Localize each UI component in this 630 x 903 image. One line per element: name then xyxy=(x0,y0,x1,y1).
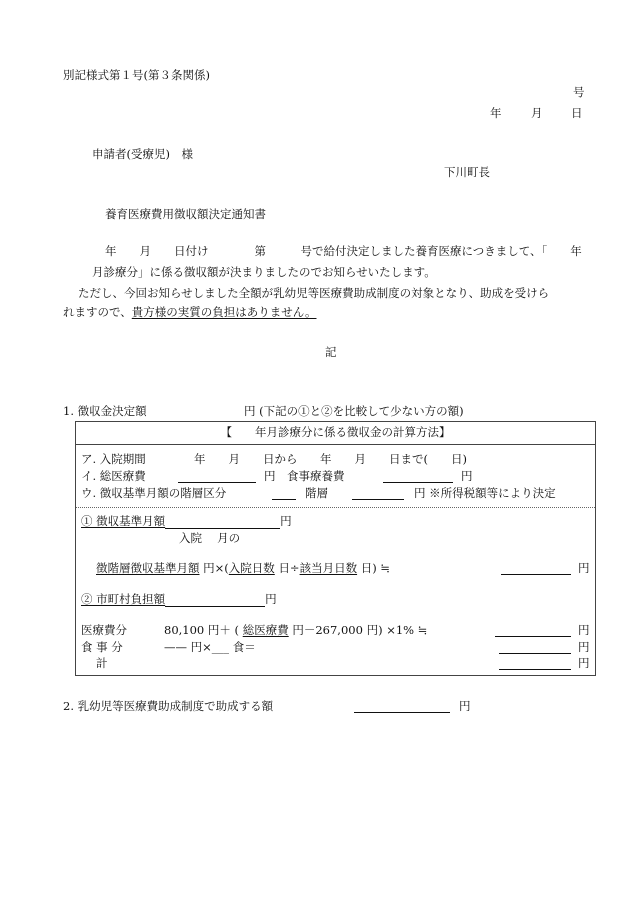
medical-formula-a: 80,100 円＋ ( xyxy=(164,623,240,637)
body-line-4-text: れますので、 xyxy=(63,305,132,319)
issuer: 下川町長 xyxy=(444,165,490,179)
item2-label: ② 市町村負担額 xyxy=(81,592,166,606)
document-title: 養育医療費用徴収額決定通知書 xyxy=(105,207,266,221)
meal-cost-blank xyxy=(383,470,453,483)
body-line-1: 年 月 日付け 第 号で給付決定しました養育医療につきまして、「 年 xyxy=(105,244,582,258)
formula1-a: 徴階層徴収基準月額 xyxy=(96,561,200,575)
total-yen: 円 xyxy=(578,656,590,670)
meal-share-blank xyxy=(499,641,571,654)
formula1-e: 該当月日数 xyxy=(299,561,358,575)
date-month-label: 月 xyxy=(531,106,543,120)
item2-wrap xyxy=(81,593,277,607)
stay-period-label: ア. 入院期間 xyxy=(81,452,146,466)
date-year-label: 年 xyxy=(490,106,502,120)
medical-share-formula xyxy=(164,624,427,638)
ki-label: 記 xyxy=(325,345,337,359)
medical-formula-b: 総医療費 xyxy=(242,623,289,637)
item1-wrap xyxy=(81,515,292,529)
form-id: 別記様式第１号(第３条関係) xyxy=(63,68,210,82)
tier-kaiso: 階層 xyxy=(305,486,328,500)
tier-amount-blank xyxy=(352,487,404,500)
no-burden-notice: 貴方様の実質の負担はありません。 xyxy=(131,305,317,319)
meal-cost-yen: 円 xyxy=(461,469,473,483)
total-label: 計 xyxy=(96,656,108,670)
medical-share-blank xyxy=(495,624,571,637)
meal-share-yen: 円 xyxy=(578,640,590,654)
formula1-b: 円×( xyxy=(203,561,229,575)
tier-note: 円 ※所得税額等により決定 xyxy=(414,486,556,500)
section1-suffix: 円 (下記の①と②を比較して少ない方の額) xyxy=(244,404,464,418)
section2-label: 2. 乳幼児等医療費助成制度で助成する額 xyxy=(63,699,274,713)
section2-yen: 円 xyxy=(459,699,471,713)
formula1-d: 日÷ xyxy=(278,561,300,575)
formula1-result-blank xyxy=(501,562,571,575)
section2-blank xyxy=(354,700,450,713)
tier-blank xyxy=(272,487,296,500)
item1-blank xyxy=(165,516,280,529)
body-line-4 xyxy=(63,306,316,320)
item2-yen: 円 xyxy=(265,592,277,606)
stay-period-from: 年 月 日から xyxy=(194,452,298,466)
date-day-label: 日 xyxy=(571,106,583,120)
item1-label: ① 徴収基準月額 xyxy=(81,514,166,528)
tier-label: ウ. 徴収基準月額の階層区分 xyxy=(81,486,227,500)
section1-label: 1. 徴収金決定額 xyxy=(63,404,147,418)
total-blank xyxy=(499,657,571,670)
formula1-f: 日) ≒ xyxy=(360,561,391,575)
section-divider xyxy=(76,507,595,508)
medical-share-yen: 円 xyxy=(578,623,590,637)
formula1 xyxy=(96,562,390,576)
calculation-box xyxy=(75,421,596,676)
formula1-c: 入院日数 xyxy=(228,561,275,575)
body-line-3: ただし、今回お知らせしました全額が乳幼児等医療費助成制度の対象となり、助成を受けら xyxy=(78,286,550,300)
body-line-2: 月診療分」に係る徴収額が決まりましたのでお知らせいたします。 xyxy=(92,265,436,279)
total-medical-label: イ. 総医療費 xyxy=(81,469,146,483)
calc-box-title: 【 年月診療分に係る徴収金の計算方法】 xyxy=(220,425,451,439)
item2-blank xyxy=(165,594,265,607)
item1-yen: 円 xyxy=(280,514,292,528)
medical-formula-c: 円－267,000 円) ×1% ≒ xyxy=(292,623,428,637)
stay-period-to: 年 月 日まで( 日) xyxy=(320,452,467,466)
total-medical-yen: 円 食事療養費 xyxy=(264,469,345,483)
document-number-label: 号 xyxy=(573,85,585,99)
formula1-yen: 円 xyxy=(578,561,590,575)
total-medical-blank xyxy=(178,470,256,483)
medical-share-label: 医療費分 xyxy=(81,623,127,637)
title-divider xyxy=(76,444,595,445)
meal-share-formula: —— 円×___ 食＝ xyxy=(164,640,256,654)
meal-share-label: 食 事 分 xyxy=(81,640,123,654)
addressee: 申請者(受療児) 様 xyxy=(92,147,193,161)
nyuin-label: 入院 月の xyxy=(179,531,241,545)
